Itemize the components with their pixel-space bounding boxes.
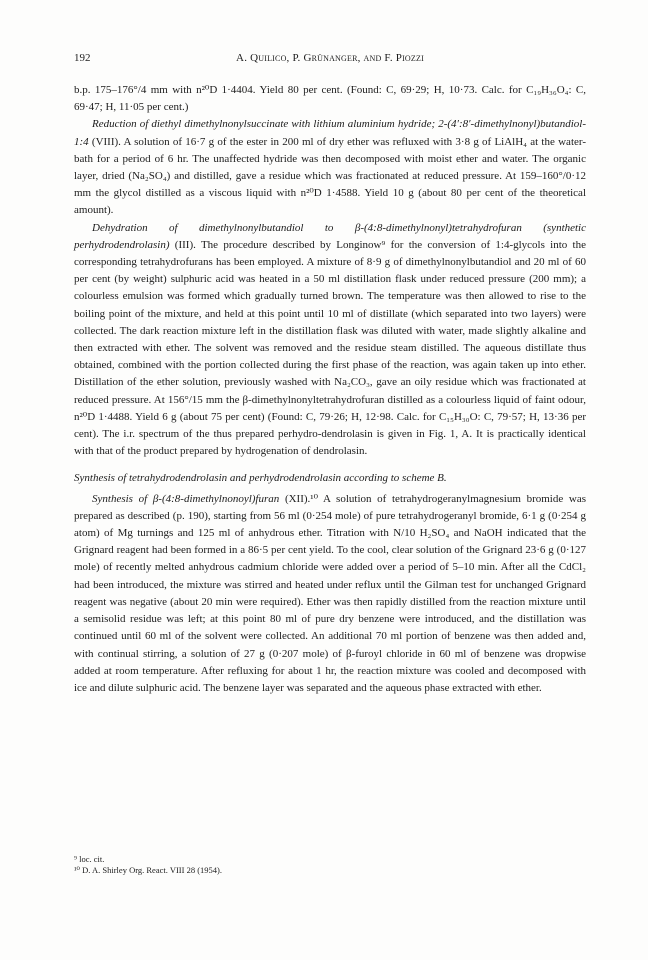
section-heading: Synthesis of tetrahydrodendrolasin and perhydrodendrolasin according to scheme B. [74, 472, 447, 485]
paragraph-text: (VIII). A solution of 16·7 g of the ester in 200 ml of dry ether was refluxed with 3·8 g of LiAlH₄ at the water-bath for a period of 6 hr. The unaffected hydride was then decomposed with moist ether and water. The organic layer, dried (Na₂SO₄) and distilled, gave a residue which was fractionated at reduced pressure. At 159–160°/0·12 mm the glycol distilled as a viscous liquid with n²⁰D 1·4588. Yield 10 g (about 80 per cent of the theoretical amount). [74, 135, 586, 217]
paragraph-title: Synthesis of β-(4:8-dimethylnonoyl)furan [92, 492, 280, 505]
page-header [74, 52, 586, 72]
paragraph-title: Reduction of diethyl dimethylnonylsuccinate with lithium aluminium hydride; 2-(4′:8′-dimethylnonyl)butandiol-1:4 [74, 118, 586, 148]
footnotes [74, 854, 586, 876]
paragraph-synthesis-furan [74, 491, 586, 697]
footnote: ⁹ loc. cit. [74, 854, 105, 864]
paragraph-dehydration [74, 220, 586, 461]
body-text [74, 82, 586, 697]
paragraph-reduction [74, 116, 586, 219]
footnote: ¹⁰ D. A. Shirley Org. React. VIII 28 (1954). [74, 865, 222, 875]
running-head: A. Quilico, P. Grünanger, and F. Piozzi [236, 52, 424, 64]
paragraph-text: (III). The procedure described by Longinow⁹ for the conversion of 1:4-glycols into the corresponding tetrahydrofurans has been employed. A mixture of 8·9 g of dimethylnonylbutandiol and 20 ml of 60 per cent (by weight) sulphuric acid was heated in a 50 ml distillation flask under reduced pressure (200 mm); a colourless emulsion was formed which gradually turned brown. The temperature was then allowed to rise to the boiling point of the mixture, and held at this point until 10 ml of distillate (which separated into two layers) were collected. The dark reaction mixture left in the distillation flask was diluted with water, made slightly alkaline and then extracted with ether. The solvent was removed and the residue steam distilled. The aqueous distillate thus obtained, combined with the portion collected during the first phase of the reaction, was again taken up into ether. Distillation of the ether solution, previously washed with Na₂CO₃, gave an oily residue which was fractionated at reduced pressure. At 156°/15 mm the β-dimethylnonyltetrahydrofuran distilled as a colourless liquid of faint odour, n²⁰D 1·4488. Yield 6 g (about 75 per cent) (Found: C, 79·26; H, 12·98. Calc. for C₁₅H₃₀O: C, 79·57; H, 13·36 per cent). The i.r. spectrum of the thus prepared perhydro-dendrolasin is given in Fig. 1, A. It is practically identical with that of the product prepared by hydrogenation of dendrolasin. [74, 238, 586, 458]
paragraph-title: Dehydration of dimethylnonylbutandiol to β-(4:8-dimethylnonyl)tetrahydrofuran (synthetic perhydrodendrolasin) [74, 221, 586, 251]
paragraph-boiling-point: b.p. 175–176°/4 mm with n²⁰D 1·4404. Yield 80 per cent. (Found: C, 69·29; H, 10·73. Calc. for C₁₉H₃₆O₄: C, 69·47; H, 11·05 per cent.) [74, 84, 586, 114]
page-number: 192 [74, 52, 91, 64]
paragraph-text: (XII).¹⁰ A solution of tetrahydrogeranylmagnesium bromide was prepared as described (p. 190), starting from 56 ml (0·254 mole) of pure tetrahydrogeranyl bromide, 6·1 g (0·254 g atom) of Mg turnings and 125 ml of anhydrous ether. Titration with N/10 H₂SO₄ and NaOH indicated that the Grignard reagent had been formed in a 86·5 per cent yield. To the cool, clear solution of the Grignard 23·6 g (0·127 mole) of recently melted anhydrous cadmium chloride were added over a period of 5–10 min. After all the CdCl₂ had been introduced, the mixture was stirred and heated under reflux until the Gilman test for unchanged Grignard reagent was negative (about 20 min were required). Ether was then rapidly distilled from the reaction mixture until a semisolid residue was left; at this point 80 ml of pure dry benzene were introduced, and the distillation was continued until 60 ml of the solvent were collected. An additional 70 ml portion of benzene was then added and, with continual stirring, a solution of 27 g (0·207 mole) of β-furoyl chloride in 60 ml of benzene was dropwise added at room temperature. After refluxing for about 1 hr, the reaction mixture was cooled and decomposed with ice and dilute sulphuric acid. The benzene layer was separated and the aqueous phase extracted with ether. [74, 492, 586, 694]
